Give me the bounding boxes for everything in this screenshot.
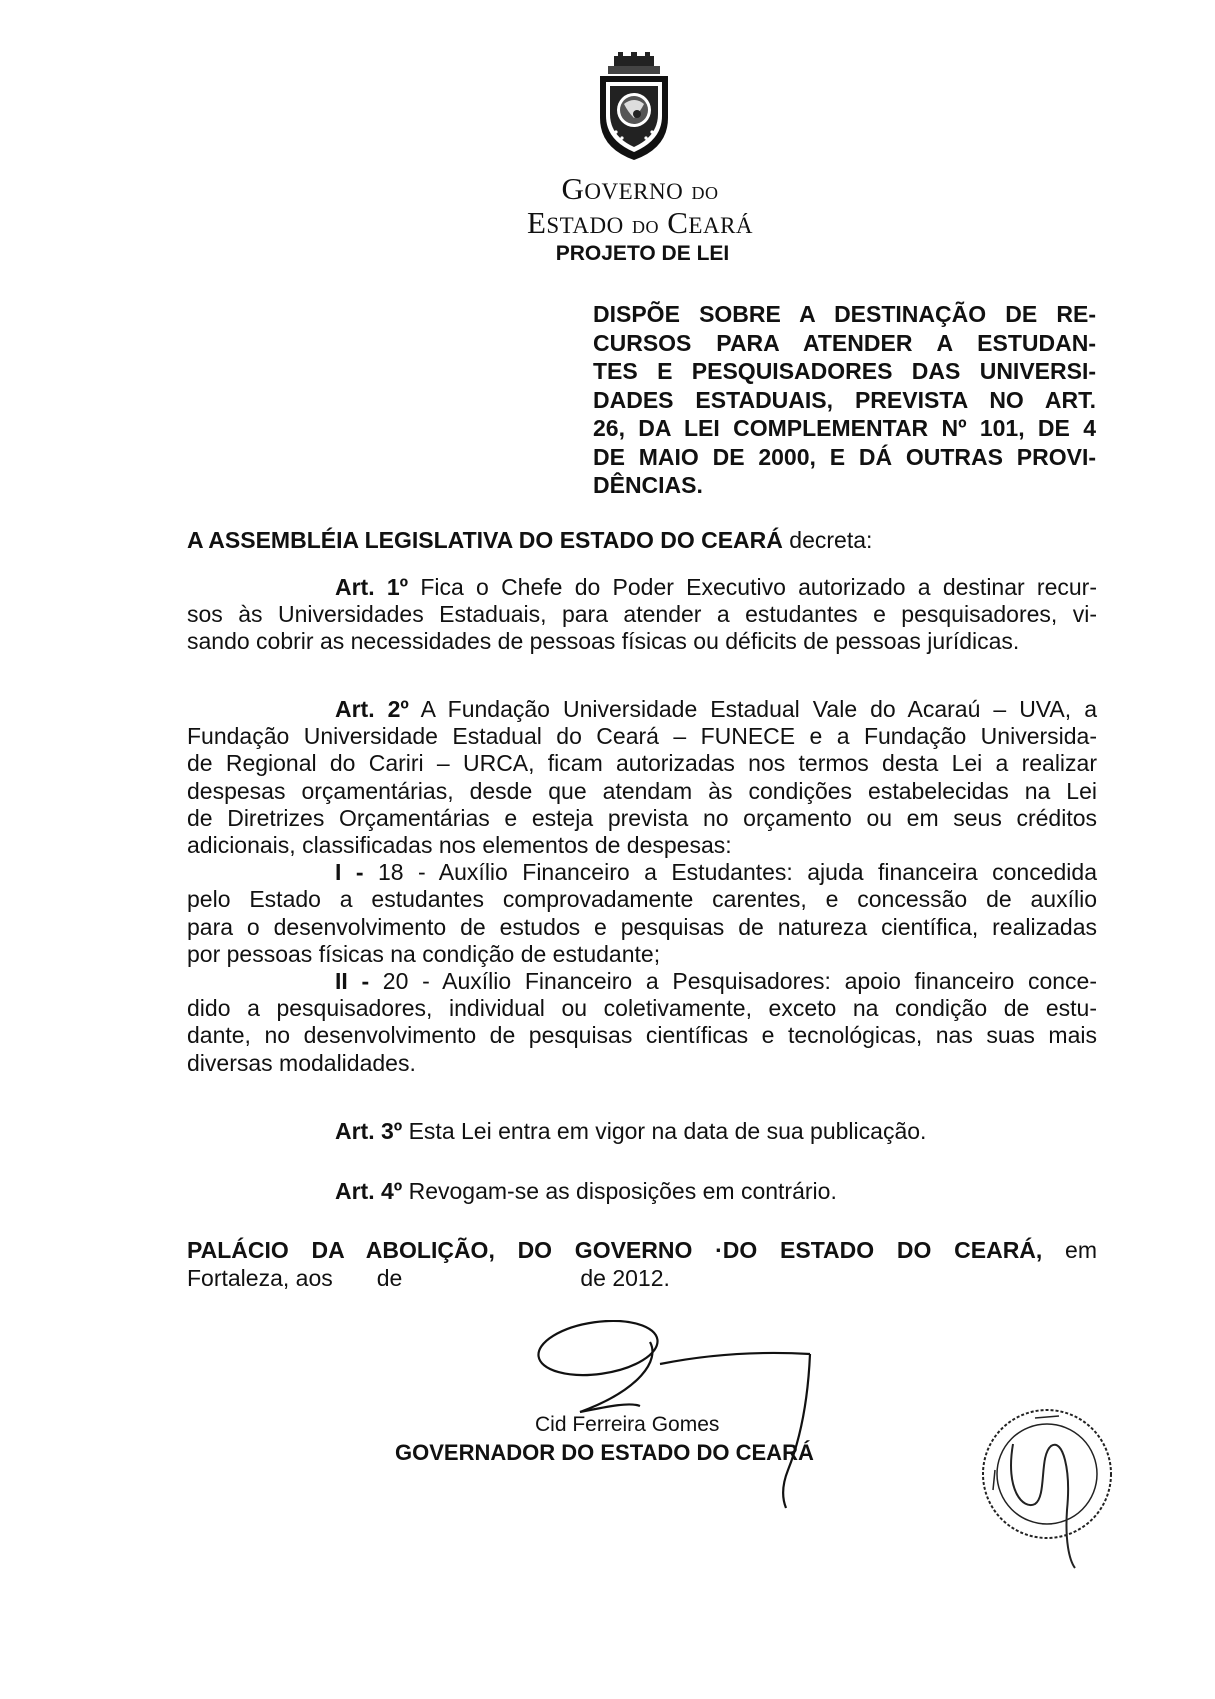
article-4	[187, 1178, 1097, 1205]
inciso-2-line: dante, no desenvolvimento de pesquisas científicas e tecnológicas, nas suas mais	[187, 1022, 1097, 1049]
ementa-line: DADES ESTADUAIS, PREVISTA NO ART.	[593, 386, 1096, 413]
inciso-1-line: I - 18 - Auxílio Financeiro a Estudantes: ajuda financeira concedida	[335, 859, 1097, 886]
article-line: sando cobrir as necessidades de pessoas físicas ou déficits de pessoas jurídicas.	[187, 628, 1020, 655]
ementa	[593, 300, 1096, 500]
ementa-line: DISPÕE SOBRE A DESTINAÇÃO DE RE-	[593, 301, 1096, 327]
article-line: de Diretrizes Orçamentárias e esteja prevista no orçamento ou em seus créditos	[187, 804, 1097, 831]
article-line: Art. 4º Revogam-se as disposições em contrário.	[335, 1178, 837, 1204]
inciso-2-line: dido a pesquisadores, individual ou coletivamente, exceto na condição de estu-	[187, 995, 1097, 1022]
procuradoria-stamp-icon	[975, 1400, 1135, 1570]
ementa-line: DE MAIO DE 2000, E DÁ OUTRAS PROVI-	[593, 443, 1096, 470]
coat-of-arms-icon	[592, 52, 676, 162]
article-2	[187, 696, 1097, 1077]
signatory-name: Cid Ferreira Gomes	[535, 1413, 720, 1436]
government-title-line1: GOVERNO DO	[561, 171, 719, 206]
government-title-line2: ESTADO DO CEARÁ	[526, 205, 754, 240]
article-line: despesas orçamentárias, desde que atendam às condições estabelecidas na Lei	[187, 777, 1097, 804]
article-line: de Regional do Cariri – URCA, ficam autorizadas nos termos desta Lei a realizar	[187, 750, 1097, 777]
article-1	[187, 574, 1097, 656]
ementa-line: CURSOS PARA ATENDER A ESTUDAN-	[593, 329, 1096, 356]
article-line: Fundação Universidade Estadual do Ceará – FUNECE e a Fundação Universida-	[187, 723, 1097, 750]
signatory-title: GOVERNADOR DO ESTADO DO CEARÁ	[395, 1440, 814, 1465]
closing-date-line: Fortaleza, aos de de 2012.	[187, 1265, 670, 1291]
document-type: PROJETO DE LEI	[555, 242, 730, 265]
article-line: adicionais, classificadas nos elementos de despesas:	[187, 832, 732, 859]
inciso-1-line: para o desenvolvimento de estudos e pesquisas de natureza científica, realizadas	[187, 913, 1097, 940]
ementa-line: TES E PESQUISADORES DAS UNIVERSI-	[593, 358, 1096, 384]
ementa-line: DÊNCIAS.	[593, 472, 703, 498]
article-line: sos às Universidades Estaduais, para atender a estudantes e pesquisadores, vi-	[187, 601, 1097, 628]
article-line: Art. 1º Fica o Chefe do Poder Executivo autorizado a destinar recur-	[335, 574, 1097, 600]
inciso-1-line: pelo Estado a estudantes comprovadamente carentes, e concessão de auxílio	[187, 886, 1097, 913]
enacting-clause: A ASSEMBLÉIA LEGISLATIVA DO ESTADO DO CEARÁ decreta:	[187, 527, 873, 553]
inciso-2-line: diversas modalidades.	[187, 1049, 416, 1076]
ementa-line: 26, DA LEI COMPLEMENTAR Nº 101, DE 4	[593, 415, 1096, 441]
article-line: Art. 3º Esta Lei entra em vigor na data de sua publicação.	[335, 1118, 927, 1144]
article-line: Art. 2º A Fundação Universidade Estadual Vale do Acaraú – UVA, a	[335, 696, 1097, 722]
inciso-1-line: por pessoas físicas na condição de estudante;	[187, 940, 661, 967]
closing-line: PALÁCIO DA ABOLIÇÃO, DO GOVERNO ·DO ESTADO DO CEARÁ, em	[187, 1237, 1098, 1263]
inciso-2-line: II - 20 - Auxílio Financeiro a Pesquisadores: apoio financeiro conce-	[335, 968, 1097, 995]
article-3	[187, 1118, 1097, 1145]
closing-clause	[187, 1236, 1097, 1292]
